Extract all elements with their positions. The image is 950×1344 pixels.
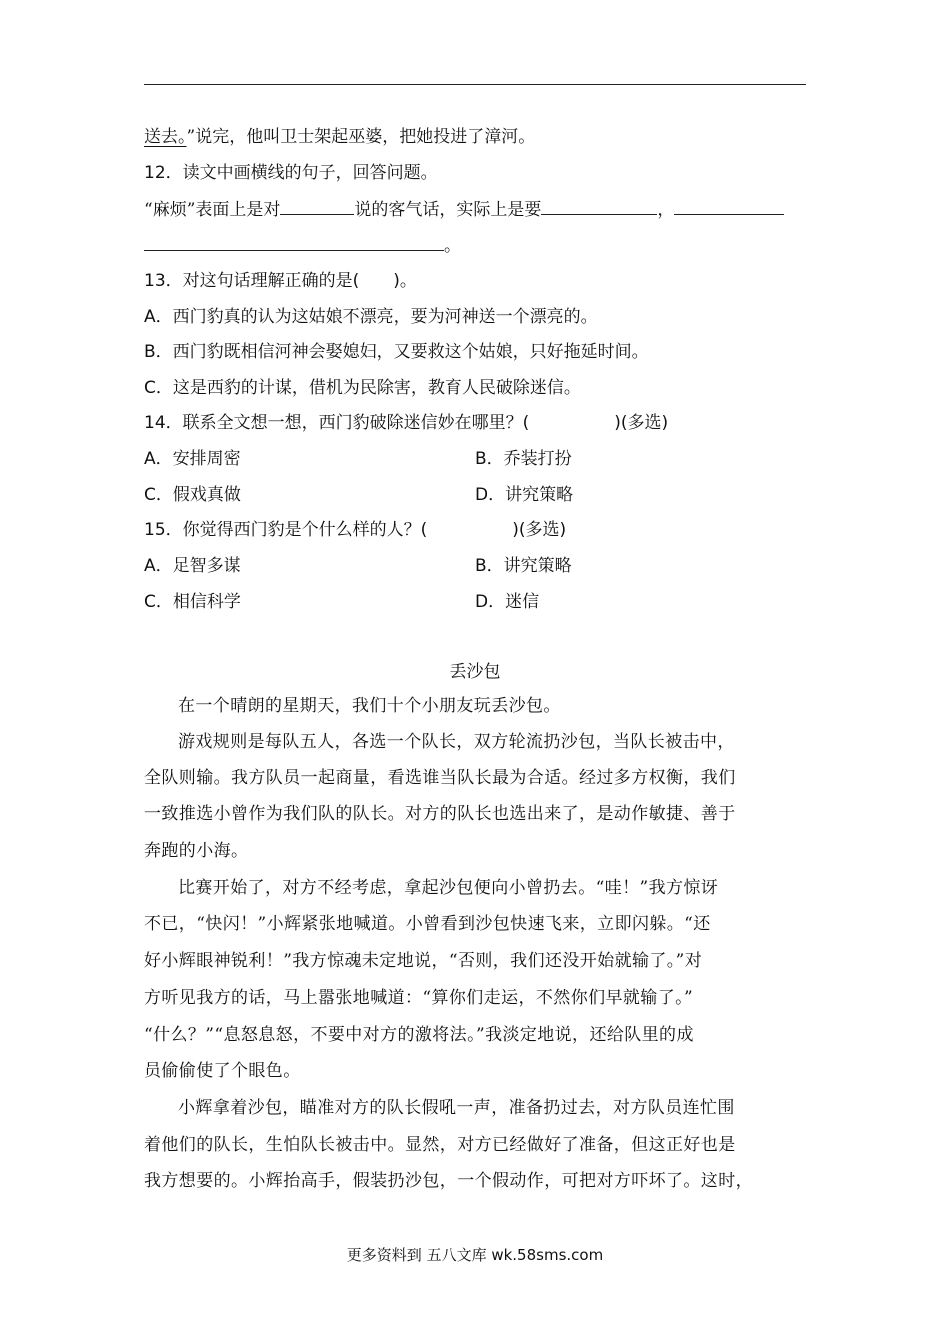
- story-line: 一致推选小曾作为我们队的队长。对方的队长也选出来了，是动作敏捷、善于: [144, 804, 736, 824]
- q13-option-b[interactable]: B．西门豹既相信河神会娶媳妇，又要救这个姑娘，只好拖延时间。: [144, 342, 649, 362]
- story-line: 小辉拿着沙包，瞄准对方的队长假吼一声，准备扔过去，对方队员连忙围: [178, 1098, 735, 1118]
- story-line: 好小辉眼神锐利！”我方惊魂未定地说，“否则，我们还没开始就输了。”对: [144, 951, 703, 971]
- q14-option-d[interactable]: D．讲究策略: [475, 485, 574, 505]
- q14-option-c[interactable]: C．假戏真做: [144, 485, 241, 505]
- q12-text-a: “麻烦”表面上是对: [144, 200, 281, 220]
- question-13-title: 13．对这句话理解正确的是( )。: [144, 271, 417, 291]
- q12-blank-1[interactable]: [280, 198, 354, 215]
- story-line: 奔跑的小海。: [144, 841, 249, 861]
- page-footer: 更多资料到 五八文库 wk.58sms.com: [346, 1246, 604, 1264]
- question-12-title: 12．读文中画横线的句子，回答问题。: [144, 163, 438, 183]
- story-line: 着他们的队长，生怕队长被击中。显然，对方已经做好了准备，但这正好也是: [144, 1135, 736, 1155]
- story-line: “什么？”“息怒息怒，不要中对方的激将法。”我淡定地说，还给队里的成: [144, 1025, 694, 1045]
- q12-text-b: 说的客气话，实际上是要: [354, 200, 542, 220]
- question-12-line1: [144, 198, 784, 221]
- question-12-line2: [144, 234, 461, 257]
- q14-option-b[interactable]: B．乔装打扮: [475, 449, 572, 469]
- story-line: 方听见我方的话，马上嚣张地喊道：“算你们走运，不然你们早就输了。”: [144, 988, 694, 1008]
- q13-option-a[interactable]: A．西门豹真的认为这姑娘不漂亮，要为河神送一个漂亮的。: [144, 307, 598, 327]
- q14-option-a[interactable]: A．安排周密: [144, 449, 241, 469]
- q12-text-end: 。: [444, 236, 461, 256]
- story-title: 丢沙包: [449, 662, 501, 682]
- passage-continuation: [144, 126, 535, 148]
- story-line: 在一个晴朗的星期天，我们十个小朋友玩丢沙包。: [178, 696, 561, 716]
- q15-option-b[interactable]: B．讲究策略: [475, 556, 572, 576]
- story-line: 不已，“快闪！”小辉紧张地喊道。小曾看到沙包快速飞来，立即闪躲。“还: [144, 914, 711, 934]
- continuation-text: ”说完，他叫卫士架起巫婆，把她投进了漳河。: [186, 127, 536, 147]
- q15-option-c[interactable]: C．相信科学: [144, 592, 241, 612]
- question-15-title: 15．你觉得西门豹是个什么样的人？( )(多选): [144, 520, 567, 540]
- header-rule: [144, 84, 806, 85]
- q12-blank-3[interactable]: [674, 198, 784, 215]
- underlined-sentence-end: 送去。: [144, 127, 187, 147]
- story-line: 全队则输。我方队员一起商量，看选谁当队长最为合适。经过多方权衡，我们: [144, 768, 736, 788]
- q13-option-c[interactable]: C．这是西豹的计谋，借机为民除害，教育人民破除迷信。: [144, 378, 581, 398]
- q15-option-a[interactable]: A．足智多谋: [144, 556, 241, 576]
- story-line: 员偷偷使了个眼色。: [144, 1061, 301, 1081]
- q15-option-d[interactable]: D．迷信: [475, 592, 540, 612]
- q12-blank-4[interactable]: [144, 234, 444, 251]
- question-14-title: 14．联系全文想一想，西门豹破除迷信妙在哪里？( )(多选): [144, 413, 669, 433]
- q12-blank-2[interactable]: [541, 198, 657, 215]
- story-line: 我方想要的。小辉抬高手，假装扔沙包，一个假动作，可把对方吓坏了。这时，: [144, 1171, 753, 1191]
- story-line: 游戏规则是每队五人，各选一个队长，双方轮流扔沙包，当队长被击中，: [178, 732, 735, 752]
- story-line: 比赛开始了，对方不经考虑，拿起沙包便向小曾扔去。“哇！”我方惊讶: [178, 878, 719, 898]
- q12-text-c: ，: [657, 200, 675, 220]
